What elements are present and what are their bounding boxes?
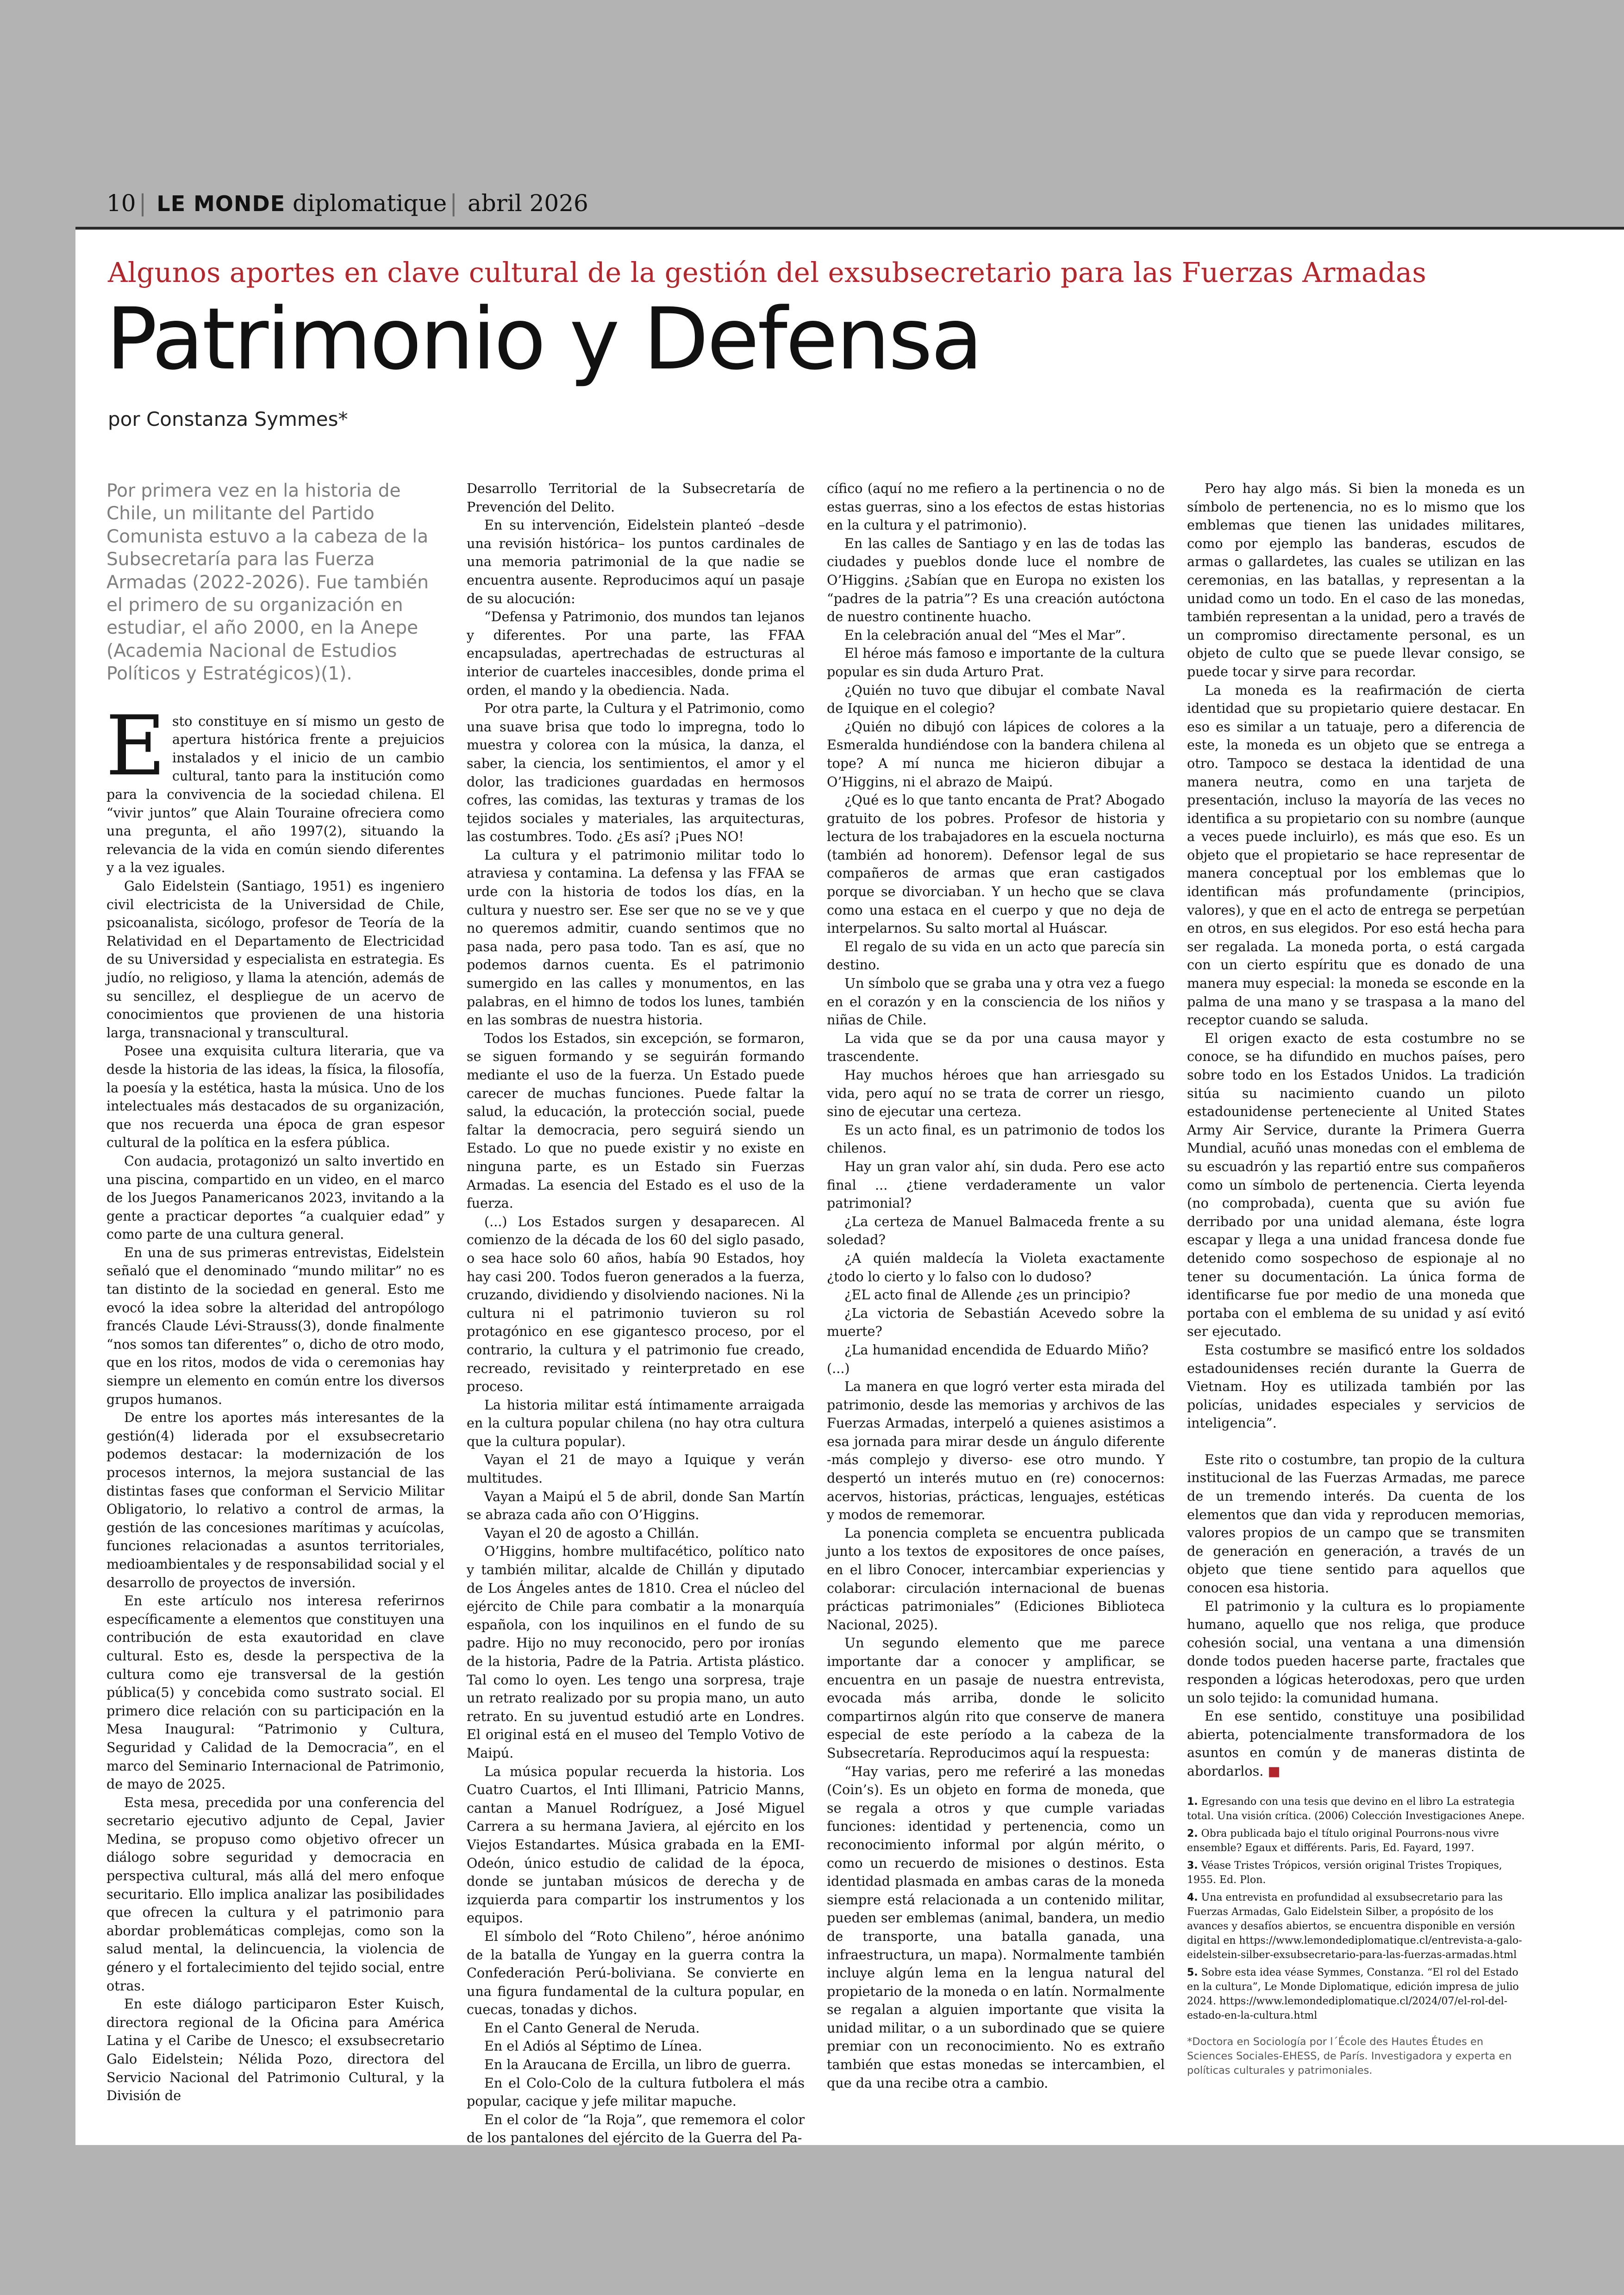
paragraph: ¿Qué es lo que tanto encanta de Prat? Abogado gratuito de los pobres. Profesor de historia y lectura de los trabajadores en la escuela nocturna (también ad honorem). Defensor legal de sus compañeros de armas que eran castigados porque se divorciaban. Y un hecho que se clava como una estaca en el cuerpo y que no deja de interpelarnos. Su salto mortal al Huáscar. [827, 792, 1165, 936]
paragraph: Es un acto final, es un patrimonio de todos los chilenos. [827, 1122, 1165, 1156]
paragraph: Vayan el 20 de agosto a Chillán. [484, 1525, 700, 1541]
article-title: Patrimonio y Defensa [106, 290, 981, 389]
end-mark-icon: ■ [1268, 1763, 1280, 1779]
paragraph: La manera en que logró verter esta mirada del patrimonio, desde las memorias y archivos de las Fuerzas Armadas, interpeló a quienes asistimos a esa jornada para mirar desde un ángulo diferente -más complejo y diverso- ese otro mundo. Y despertó un interés mutuo en (re) conocernos: acervos, historias, prácticas, lenguajes, estéticas y modos de rememorar. [827, 1378, 1165, 1523]
paragraph: Esta costumbre se masificó entre los soldados estadounidenses recién durante la Guerra de Vietnam. Hoy es utilizada también por las policías, unidades especiales y servicios de inteligencia”. [1187, 1341, 1525, 1431]
paragraph: ¿EL acto final de Allende ¿es un principio? [844, 1287, 1131, 1303]
column-2 [467, 480, 805, 2147]
paragraph: En una de sus primeras entrevistas, Eidelstein señaló que el denominado “mundo militar” no es tan distinto de la sociedad en general. Esto me evocó la idea sobre la alteridad del antropólogo francés Claude Lévi-Strauss(3), donde finalmente “nos somos tan diferentes” o, dicho de otro modo, que en los ritos, modos de vida o ceremonias hay siempre un elemento en común entre los diversos grupos humanos. [106, 1244, 444, 1407]
paragraph: En el Colo-Colo de la cultura futbolera el más popular, cacique y jefe militar mapuche. [467, 2075, 805, 2109]
footnote: 2. Obra publicada bajo el título original Pourrons-nous vivre ensemble? Egaux et différents. Paris, Ed. Fayard, 1997. [1187, 1827, 1499, 1854]
footnotes [1187, 1795, 1525, 2023]
paragraph: La moneda es la reafirmación de cierta identidad que su propietario quiere destacar. En eso es similar a un tatuaje, pero a diferencia de este, la moneda es un objeto que se entrega a otro. Tampoco se destaca la identidad de una manera neutra, como en una tarjeta de presentación, incluso la mayoría de las veces no identifica a su propietario con su nombre (aunque a veces puede incluirlo), es más que eso. Es un objeto que el propietario se hace representar de manera conceptual por los emblemas que lo identifican más profundamente (principios, valores), y que en el acto de entrega se perpetúan en otros, en sus elegidos. Por eso está hecha para ser regalada. La moneda porta, o está cargada con un cierto espíritu que es donado de una manera muy especial: la moneda se esconde en la palma de una mano y se traspasa a la mano del receptor cuando se saluda. [1187, 682, 1525, 1028]
paragraph: Un segundo elemento que me parece importante dar a conocer y amplificar, se encuentra en un pasaje de nuestra entrevista, evocada más arriba, donde le solicito compartirnos algún rito que conserve de manera especial de este período a la cabeza de la Subsecretaría. Reproducimos aquí la respuesta: [827, 1635, 1165, 1761]
paragraph: “Defensa y Patrimonio, dos mundos tan lejanos y diferentes. Por una parte, las FFAA encapsuladas, apertrechadas de estructuras al interior de cuarteles inaccesibles, donde prima el orden, el mando y la obediencia. Nada. [467, 609, 805, 698]
paragraph: En su intervención, Eidelstein planteó –desde una revisión histórica– los puntos cardinales de una memoria patrimonial de la que nadie se encuentra ausente. Reproducimos aquí un pasaje de su alocución: [467, 517, 805, 606]
footnote: 4. Una entrevista en profundidad al exsubsecretario para las Fuerzas Armadas, Galo Eidelstein Silber, a propósito de los avances y desafíos abiertos, se encuentra disponible en versión digital en https://www.lemondediplomatique.cl/entrevista-a-galo-eidelstein-silber-exsubsecretario-para-las-fuerzas-armadas.html [1187, 1891, 1522, 1961]
paragraph: Desarrollo Territorial de la Subsecretaría de Prevención del Delito. [467, 480, 805, 515]
paragraph: En el Canto General de Neruda. [484, 2020, 700, 2036]
paragraph: En el Adiós al Séptimo de Línea. [484, 2038, 702, 2054]
paragraph: La cultura y el patrimonio militar todo lo atraviesa y contamina. La defensa y las FFAA se urde con la historia de todos los días, en la cultura y nuestro ser. Ese ser que no se ve y que no queremos admitir, cuando sentimos que no pasa nada, pero pasa todo. Tan es así, que no podemos darnos cuenta. Es el patrimonio sumergido en las calles y monumentos, en las palabras, en el himno de todos los lunes, también en las sombras de nuestra historia. [467, 847, 805, 1028]
paragraph: El regalo de su vida en un acto que parecía sin destino. [827, 938, 1165, 973]
paragraph: En este artículo nos interesa referirnos específicamente a elementos que constituyen una contribución de esta exautoridad en clave cultural. Esto es, desde la perspectiva de la cultura como eje transversal de la gestión pública(5) y concebida como sustrato social. El primero dice relación con su participación en la Mesa Inaugural: “Patrimonio y Cultura, Seguridad y Calidad de la Democracia”, en el marco del Seminario Internacional de Patrimonio, de mayo de 2025. [106, 1593, 444, 1792]
first-paragraph: Esto constituye en sí mismo un gesto de apertura histórica frente a prejuicios instalados y el inicio de un cambio cultural, tanto para la institución como para la convivencia de la sociedad chilena. El “vivir juntos” que Alain Touraine ofreciera como una pregunta, el año 1997(2), situando la relevancia de la vida en común siendo diferentes y a la vez iguales. [106, 698, 444, 876]
paragraph: En las calles de Santiago y en las de todas las ciudades y pueblos donde luce el nombre de O’Higgins. ¿Sabían que en Europa no existen los “padres de la patria”? Es una creación autóctona de nuestro continente huacho. [827, 535, 1165, 625]
paragraph: Pero hay algo más. Si bien la moneda es un símbolo de pertenencia, no es lo mismo que los emblemas que tienen las unidades militares, como por ejemplo las banderas, escudos de armas o gallardetes, las cuales se utilizan en las ceremonias, en las batallas, y representan a la unidad como un todo. En el caso de las monedas, también representan a la unidad, pero a través de un compromiso directamente personal, es un objeto de culto que se puede llevar consigo, se puede tocar y sirve para recordar. [1187, 480, 1525, 680]
article-lead: Por primera vez en la historia de Chile, un militante del Partido Comunista estuvo a la cabeza de la Subsecretaría para las Fuerza Armadas (2022-2026). Fue también el primero de su organización en estudiar, el año 2000, en la Anepe (Academia Nacional de Estudios Políticos y Estratégicos)(1). [106, 480, 429, 685]
paragraph: En este diálogo participaron Ester Kuisch, directora regional de la Oficina para América Latina y el Caribe de Unesco; el exsubsecretario Galo Eidelstein; Nélida Pozo, directora del Servicio Nacional del Patrimonio Cultural, y la División de [106, 1996, 444, 2104]
paragraph: Este rito o costumbre, tan propio de la cultura institucional de las Fuerzas Armadas, me parece de un tremendo interés. Da cuenta de los elementos que dan vida y reproducen memorias, valores propios de un campo que se transmiten de generación en generación, a través de un objeto que tiene sentido para aquellos que conocen esa historia. [1187, 1451, 1525, 1596]
issue-date: abril 2026 [468, 190, 588, 217]
column-1 [106, 480, 444, 2105]
brand-name: LE MONDE [156, 191, 286, 216]
paragraph: El origen exacto de esta costumbre no se conoce, se ha difundido en muchos países, pero sobre todo en los Estados Unidos. La tradición sitúa su nacimiento cuando un piloto estadounidense perteneciente al United States Army Air Service, durante la Primera Guerra Mundial, acuñó unas monedas con el emblema de su escuadrón y las repartió entre sus compañeros como un símbolo de pertenencia. Cierta leyenda (no comprobada), cuenta que su avión fue derribado por una unidad alemana, éste logra escapar y llega a una unidad francesa donde fue detenido como sospechoso de espionaje al no tener su documentación. La única forma de identificarse fue por medio de una moneda que portaba con el emblema de su unidad y así evitó ser ejecutado. [1187, 1030, 1525, 1340]
paragraph: ¿La certeza de Manuel Balmaceda frente a su soledad? [827, 1213, 1165, 1248]
article-kicker: Algunos aportes en clave cultural de la gestión del exsubsecretario para las Fuerzas Armadas [108, 256, 1427, 288]
paragraph: Todos los Estados, sin excepción, se formaron, se siguen formando y se seguirán formando mediante el uso de la fuerza. Un Estado puede carecer de muchas funciones. Puede faltar la salud, la educación, la protección social, puede faltar la democracia, pero seguirá siendo un Estado. Lo que no puede existir y no existe en ninguna parte, es un Estado sin Fuerzas Armadas. La esencia del Estado es el uso de la fuerza. [467, 1030, 805, 1211]
paragraph: ¿La humanidad encendida de Eduardo Miño? [844, 1341, 1149, 1358]
column-3 [827, 480, 1165, 2092]
paragraph: La vida que se da por una causa mayor y trascendente. [827, 1030, 1165, 1065]
paragraph: “Hay varias, pero me referiré a las monedas (Coin’s). Es un objeto en forma de moneda, que se regala a otros y que cumple variadas funciones: identidad y pertenencia, como un reconocimiento informal por algún mérito, o como un recuerdo de misiones o destinos. Esta identidad plasmada en ambas caras de la moneda siempre está relacionada a un contenido militar, pueden ser emblemas (animal, bandera, un medio de transporte, una batalla ganada, una infraestructura, un mapa). Normalmente también incluye algún lema en la lengua natural del propietario de la moneda o en latín. Normalmente se regalan a alguien importante que visita la unidad militar, o a un subordinado que se quiere premiar con un reconocimiento. No es extraño también que estas monedas se intercambien, el que da una recibe otra a cambio. [827, 1763, 1165, 2091]
paragraph: En la Araucana de Ercilla, un libro de guerra. [484, 2057, 791, 2073]
paragraph: Vayan el 21 de mayo a Iquique y verán multitudes. [467, 1452, 805, 1486]
paragraph: El héroe más famoso e importante de la cultura popular es sin duda Arturo Prat. [827, 645, 1165, 680]
paragraph: cífico (aquí no me refiero a la pertinencia o no de estas guerras, sino a los efectos de estas historias en la cultura y el patrimonio). [827, 480, 1165, 533]
paragraph: ¿La victoria de Sebastián Acevedo sobre la muerte? [827, 1305, 1165, 1340]
article-page [75, 230, 1624, 2145]
paragraph: ¿A quién maldecía la Violeta exactamente ¿todo lo cierto y lo falso con lo dudoso? [827, 1250, 1165, 1285]
page-number: 10 [106, 190, 136, 217]
paragraph: Hay muchos héroes que han arriesgado su vida, pero aquí no se trata de correr un riesgo, sino de ejecutar una certeza. [827, 1067, 1165, 1120]
page-header [106, 190, 1624, 227]
footnote: 5. Sobre esta idea véase Symmes, Constanza. “El rol del Estado en la cultura”, Le Monde Diplomatique, edición impresa de julio 2024. https://www.lemondediplomatique.cl/2024/07/el-rol-del-estado-en-la-cultura.html [1187, 1966, 1519, 2021]
paragraph: La historia militar está íntimamente arraigada en la cultura popular chilena (no hay otra cultura que la cultura popular). [467, 1397, 805, 1449]
paragraph: ¿Quién no tuvo que dibujar el combate Naval de Iquique en el colegio? [827, 682, 1165, 717]
paragraph: ¿Quién no dibujó con lápices de colores a la Esmeralda hundiéndose con la bandera chilena al tope? A mí nunca me hicieron dibujar a O’Higgins, ni el abrazo de Maipú. [827, 718, 1165, 790]
brand-suffix: diplomatique [293, 190, 447, 217]
paragraph: La ponencia completa se encuentra publicada junto a los textos de expositores de once países, en el libro Conocer, intercambiar experiencias y colaborar: circulación internacional de buenas prácticas patrimoniales” (Ediciones Biblioteca Nacional, 2025). [827, 1525, 1165, 1633]
paragraph: El patrimonio y la cultura es lo propiamente humano, aquello que nos religa, que produce cohesión social, una ventana a una dimensión donde todos pueden hacerse parte, fractales que responden a lógicas heterodoxas, pero que urden un solo tejido: la comunidad humana. [1187, 1598, 1525, 1706]
paragraph: El símbolo del “Roto Chileno”, héroe anónimo de la batalla de Yungay en la guerra contra la Confederación Perú-boliviana. Se convierte en una figura fundamental de la cultura popular, en cuecas, tonadas y dichos. [467, 1928, 805, 2018]
drop-cap: E [106, 698, 166, 794]
paragraph: (...) [827, 1360, 850, 1376]
paragraph: Un símbolo que se graba una y otra vez a fuego en el corazón y en la consciencia de los niños y niñas de Chile. [827, 975, 1165, 1028]
paragraph: Por otra parte, la Cultura y el Patrimonio, como una suave brisa que todo lo impregna, todo lo muestra y colorea con la música, la danza, el saber, la ciencia, los sentimientos, el amor y el dolor, las tradiciones guardadas en hermosos cofres, las comidas, las texturas y tramas de los tejidos sociales y materiales, las arquitecturas, las costumbres. Todo. ¿Es así? ¡Pues NO! [467, 700, 805, 845]
footnote: 3. Véase Tristes Trópicos, versión original Tristes Tropiques, 1955. Ed. Plon. [1187, 1859, 1502, 1886]
paragraph: Con audacia, protagonizó un salto invertido en una piscina, compartido en un video, en el marco de los Juegos Panamericanos 2023, invitando a la gente a practicar deportes “a cualquier edad” y como parte de una cultura general. [106, 1153, 444, 1242]
paragraph: O’Higgins, hombre multifacético, político nato y también militar, alcalde de Chillán y diputado de Los Ángeles antes de 1810. Crea el núcleo del ejército de Chile para combatir a la monarquía española, con los inquilinos en el fundo de su padre. Hijo no muy reconocido, pero por ironías de la historia, Padre de la Patria. Artista plástico. Tal como lo oyen. Les tengo una sorpresa, traje un retrato realizado por su propia mano, un auto retrato. En su juventud estudió arte en Londres. El original está en el museo del Templo Votivo de Maipú. [467, 1543, 805, 1761]
paragraph: Esta mesa, precedida por una conferencia del secretario ejecutivo adjunto de Cepal, Javier Medina, se propuso como objetivo ofrecer un diálogo sobre seguridad y democracia en perspectiva cultural, más allá del mero enfoque securitario. Ello implica analizar las posibilidades que ofrecen la cultura y el patrimonio para abordar problemáticas complejas, como son la salud mental, la delincuencia, la violencia de género y el fortalecimiento del tejido social, entre otras. [106, 1794, 444, 1994]
column-4 [1187, 480, 1525, 2078]
paragraph: Vayan a Maipú el 5 de abril, donde San Martín se abraza cada año con O’Higgins. [467, 1488, 805, 1523]
paragraph: De entre los aportes más interesantes de la gestión(4) liderada por el exsubsecretario podemos destacar: la modernización de los procesos internos, la mejora sustancial de las distintas fases que conforman el Servicio Militar Obligatorio, lo relativo a control de armas, la gestión de las concesiones marítimas y acuícolas, funciones relacionadas a asuntos territoriales, medioambientales y de responsabilidad social y el desarrollo de proyectos de inversión. [106, 1409, 444, 1590]
author-note: *Doctora en Sociología por l´École des Hautes Études en Sciences Sociales-EHESS, de París. Investigadora y experta en políticas culturales y patrimoniales. [1187, 2035, 1512, 2077]
article-byline: por Constanza Symmes* [108, 408, 348, 430]
paragraph: La música popular recuerda la historia. Los Cuatro Cuartos, el Inti Illimani, Patricio Manns, cantan a Manuel Rodríguez, a José Miguel Carrera a su hermana Javiera, al ejército en los Viejos Estandartes. Música grabada en la EMI-Odeón, único estudio de calidad de la época, donde se juntaban músicos de derecha y de izquierda para compartir los instrumentos y los equipos. [467, 1763, 805, 1926]
closing-paragraph: En ese sentido, constituye una posibilidad abierta, potencialmente transformadora de los asuntos en común y de maneras distinta de abordarlos. ■ [1187, 1708, 1525, 1779]
paragraph: Galo Eidelstein (Santiago, 1951) es ingeniero civil electricista de la Universidad de Chile, psicoanalista, sicólogo, profesor de Teoría de la Relatividad en el Departamento de Electricidad de su Universidad y especialista en estrategia. Es judío, no religioso, y llama la atención, además de su sencillez, el despliegue de un acervo de conocimientos que provienen de una historia larga, transnacional y transcultural. [106, 878, 444, 1041]
paragraph: (...) Los Estados surgen y desaparecen. Al comienzo de la década de los 60 del siglo pasado, o sea hace solo 60 años, había 90 Estados, hoy hay casi 200. Todos fueron generados a la fuerza, cruzando, dividiendo y disolviendo naciones. Ni la cultura ni el patrimonio tuvieron su rol protagónico en ese gigantesco proceso, por el contrario, la cultura y el patrimonio fue creado, recreado, revisitado y reinterpretado en ese proceso. [467, 1213, 805, 1395]
paragraph: Hay un gran valor ahí, sin duda. Pero ese acto final ... ¿tiene verdaderamente un valor patrimonial? [827, 1158, 1165, 1211]
paragraph: En la celebración anual del “Mes el Mar”. [844, 627, 1126, 643]
paragraph: Posee una exquisita cultura literaria, que va desde la historia de las ideas, la física, la filosofía, la poesía y la estética, hasta la música. Uno de los intelectuales más destacados de su organización, que nos recuerda una época de gran espesor cultural de la política en la esfera pública. [106, 1043, 444, 1151]
paragraph: En el color de “la Roja”, que rememora el color de los pantalones del ejército de la Guerra del Pa- [467, 2111, 805, 2146]
folio: 10 | LE MONDE diplomatique | abril 2026 [106, 190, 588, 217]
footnote: 1. Egresando con una tesis que devino en el libro La estrategia total. Una visión crítica. (2006) Colección Investigaciones Anepe. [1187, 1796, 1525, 1822]
